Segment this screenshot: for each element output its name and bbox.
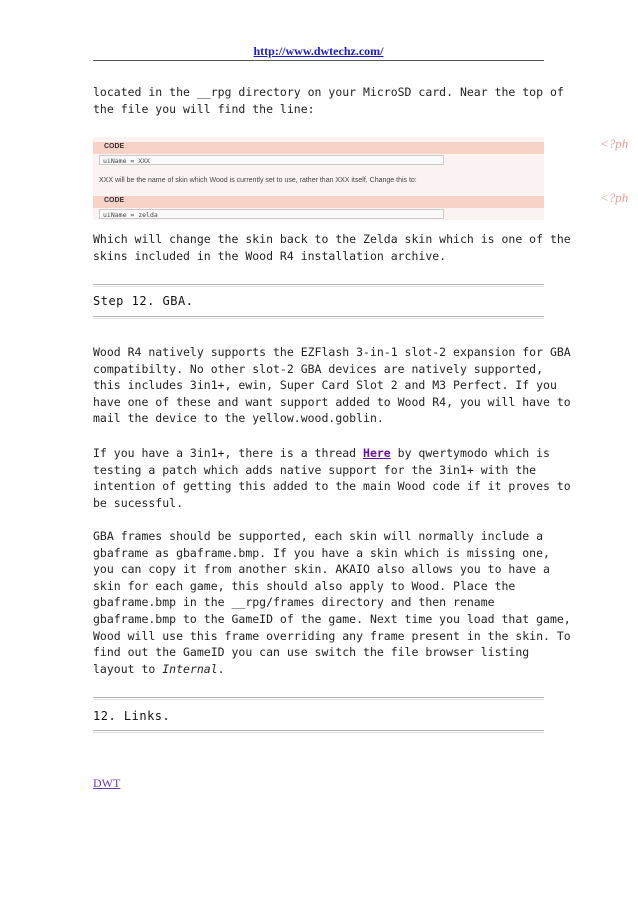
gba-paragraph-1 — [93, 344, 571, 427]
gba-paragraph-3 — [93, 528, 571, 677]
after-code-paragraph — [93, 231, 571, 264]
section-rule — [93, 730, 544, 733]
text-line: you can copy it from another skin. AKAIO also allows you to have a — [93, 562, 550, 577]
text-line: mail the device to the yellow.wood.goblin. — [93, 411, 384, 426]
code-header-2 — [93, 196, 544, 208]
text-line: gbaframe.bmp in the __rpg/frames directory and then rename — [93, 595, 495, 610]
dwt-link[interactable]: DWT — [93, 776, 121, 790]
text-segment: If you have a 3in1+, there is a thread — [93, 446, 364, 460]
text-line: compatibilty. No other slot-2 GBA devices are natively supported, — [93, 361, 544, 376]
intro-paragraph — [93, 84, 564, 117]
section-rule — [93, 284, 544, 287]
code-line-1: uiName = XXX — [99, 155, 444, 165]
code-header-1 — [93, 142, 544, 154]
text-line: this includes 3in1+, ewin, Super Card Slot 2 and M3 Perfect. If you — [93, 378, 557, 393]
thread-here-link[interactable]: Here — [363, 446, 391, 460]
text-segment: layout to — [93, 661, 163, 676]
text-line — [93, 445, 550, 462]
text-line: be sucessful. — [93, 495, 184, 510]
text-line: find out the GameID you can use switch the file browser listing — [93, 645, 530, 660]
text-line: gbaframe as gbaframe.bmp. If you have a skin which is missing one, — [93, 545, 550, 560]
text-line: the file you will find the line: — [93, 101, 315, 116]
code-line-2: uiName = zelda — [99, 209, 444, 219]
text-line: GBA frames should be supported, each skin will normally include a — [93, 529, 544, 543]
text-line: intention of getting this added to the main Wood code if it proves to — [93, 479, 571, 494]
gba-paragraph-2 — [93, 445, 571, 511]
code-label: CODE — [104, 143, 125, 150]
text-line: have one of these and want support added to Wood R4, you will have to — [93, 394, 571, 409]
text-line: skin for each game, this should also apply to Wood. Place the — [93, 578, 516, 593]
php-tag: <?ph — [600, 136, 629, 151]
text-segment: . — [217, 661, 225, 676]
text-segment: by qwertymodo which is — [390, 446, 550, 460]
header-divider — [93, 60, 544, 61]
header-url-link[interactable]: http://www.dwtechz.com/ — [253, 44, 384, 58]
text-line: Wood will use this frame overriding any frame present in the skin. To — [93, 628, 571, 643]
step12-heading: Step 12. GBA. — [93, 294, 194, 308]
section-rule — [93, 316, 544, 319]
text-line: gbaframe.bmp to the GameID of the game. Next time you load that game, — [93, 611, 571, 626]
text-line: testing a patch which adds native support for the 3in1+ with the — [93, 462, 537, 477]
php-tag: <?ph — [600, 190, 629, 205]
text-line — [93, 661, 544, 678]
text-line: skins included in the Wood R4 installation archive. — [93, 248, 447, 263]
italic-text: Internal — [162, 661, 218, 676]
code-label: CODE — [104, 197, 125, 204]
links-heading: 12. Links. — [93, 709, 171, 723]
text-line: located in the __rpg directory on your MicroSD card. Near the top of — [93, 85, 564, 99]
code-note: XXX will be the name of skin which Wood is currently set to use, rather than XXX itself. Change this to: — [99, 177, 417, 184]
text-line: Wood R4 natively supports the EZFlash 3-in-1 slot-2 expansion for GBA — [93, 345, 571, 359]
text-line: Which will change the skin back to the Zelda skin which is one of the — [93, 232, 571, 246]
section-rule — [93, 697, 544, 700]
